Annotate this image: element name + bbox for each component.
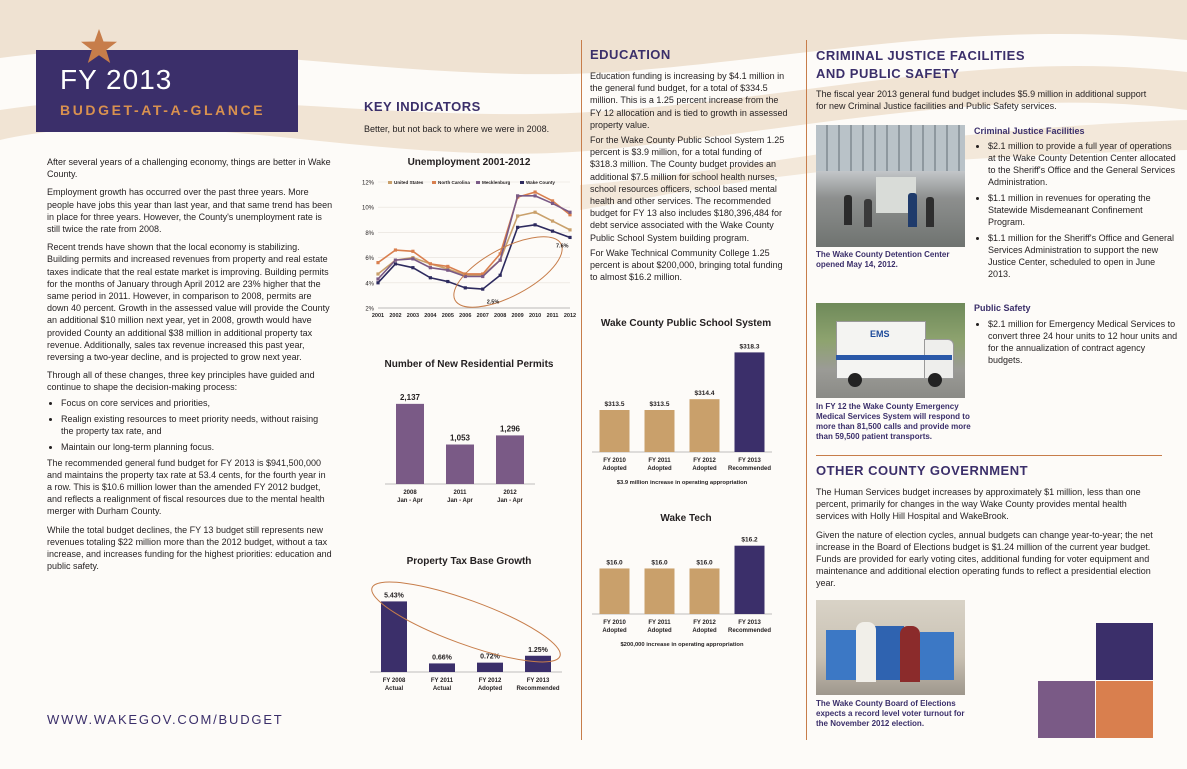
x-tick-label: 2010 [528, 313, 542, 319]
data-label: $313.5 [649, 401, 670, 408]
education-para: Education funding is increasing by $4.1 million in the general fund budget, for a total of $334.5 million. This is a 1.25 percent increase from the FY 12 allocation and is tied to growth in assessed property value. [590, 71, 788, 130]
data-point [568, 228, 571, 231]
bar [429, 663, 455, 672]
bar [645, 568, 675, 614]
category-label: Recommended [727, 466, 772, 472]
other-government-text [816, 486, 1162, 596]
category-label: FY 2013 [738, 620, 761, 626]
education-para: For the Wake County Public School System 1.25 percent is $3.9 million, for a total funding of $318.3 million. The County budget provides an additional $7.5 million for school health nurses, school resources officers, school based mental health and other services. The recommended budget for FY 13 also includes $180,396,484 for debt service associated with the Wake County Public School System building program. [590, 135, 785, 243]
x-tick-label: 2006 [459, 313, 472, 319]
other-government-heading: OTHER COUNTY GOVERNMENT [816, 463, 1029, 478]
x-tick-label: 2003 [406, 313, 420, 319]
data-label: $16.0 [651, 559, 668, 567]
ambulance-photo [816, 303, 965, 398]
education-text [590, 70, 790, 289]
data-point [533, 190, 536, 193]
annotation-label: 2.5% [486, 299, 500, 306]
waketech-chart [592, 526, 782, 654]
data-point [429, 276, 432, 279]
data-point [446, 280, 449, 283]
y-tick-label: 12% [361, 180, 374, 187]
data-point [568, 211, 571, 214]
category-label: Recommended [727, 628, 772, 634]
x-tick-label: 2005 [441, 313, 454, 319]
data-label: 0.72% [480, 653, 500, 661]
series-line [378, 192, 570, 274]
legend-swatch [520, 181, 524, 184]
bar [645, 410, 675, 452]
legend-swatch [432, 181, 436, 184]
category-label: Actual [432, 686, 452, 692]
data-point [376, 261, 379, 264]
category-label: FY 2012 [478, 678, 502, 684]
highlight-ellipse [441, 223, 572, 322]
x-tick-label: 2009 [511, 313, 524, 319]
category-label: 2008 [403, 490, 417, 496]
data-point [376, 277, 379, 280]
detention-center-caption: The Wake County Detention Center opened May 14, 2012. [816, 250, 950, 269]
wcpss-chart [592, 330, 782, 492]
x-tick-label: 2011 [546, 313, 559, 319]
bar [496, 435, 524, 484]
category-label: FY 2011 [430, 678, 454, 684]
list-item: • $2.1 million for Emergency Medical Services to convert three 24 hour units to 12 hour units and for the annualization of contract agency budgets. [988, 318, 1180, 366]
intro-column [47, 156, 333, 578]
star-icon [80, 28, 118, 66]
bar [396, 404, 424, 484]
other-para: The Human Services budget increases by approximately $1 million, less than one percent, primarily for changes in the way Wake County provides mental health services with Holly Hill Hospital and WakeBrook. [816, 487, 1141, 522]
data-label: $16.0 [606, 559, 623, 567]
wcpss-chart-title: Wake County Public School System [600, 318, 772, 329]
divider [581, 40, 582, 740]
y-tick-label: 4% [365, 281, 374, 288]
category-label: Adopted [602, 466, 627, 472]
intro-para: Employment growth has occurred over the past three years. More people have jobs this year than last year, and that same trend has been in place for three years. However, the County's unemployment rate is still twice the rate from 2008. [47, 187, 333, 235]
data-label: $16.2 [741, 536, 758, 544]
data-point [551, 202, 554, 205]
legend-swatch [476, 181, 480, 184]
data-point [429, 262, 432, 265]
data-point [551, 219, 554, 222]
bar [477, 663, 503, 672]
decor-square-purple [1096, 623, 1153, 680]
list-item: • Realign existing resources to meet priority needs, without raising the property tax rate, and [61, 413, 333, 437]
data-label: $314.4 [694, 390, 715, 398]
y-tick-label: 8% [365, 230, 374, 237]
data-label: $313.5 [604, 401, 625, 408]
bar [525, 656, 551, 672]
data-label: 1,053 [449, 433, 471, 443]
data-point [429, 266, 432, 269]
legend-label: Mecklenburg [482, 180, 511, 185]
permits-chart-title: Number of New Residential Permits [384, 359, 554, 370]
bar [600, 410, 630, 452]
data-point [411, 257, 414, 260]
category-label: Adopted [477, 686, 503, 692]
x-tick-label: 2012 [563, 313, 577, 319]
section-divider [816, 455, 1162, 456]
data-label: 1.25% [528, 646, 548, 654]
category-label: 2011 [453, 490, 467, 496]
data-label: $318.3 [739, 343, 760, 351]
education-heading: EDUCATION [590, 47, 671, 62]
data-point [568, 236, 571, 239]
category-label: FY 2011 [648, 458, 671, 464]
data-point [376, 272, 379, 275]
legend-label: United States [394, 180, 424, 185]
category-label: Jan - Apr [397, 498, 423, 504]
decor-square-orange [1096, 681, 1153, 738]
data-point [481, 288, 484, 291]
category-label: Adopted [692, 628, 717, 634]
list-item: • $1.1 million in revenues for operating the Statewide Misdemeanant Confinement Program. [988, 192, 1180, 228]
category-label: FY 2010 [603, 458, 626, 464]
data-point [516, 226, 519, 229]
x-tick-label: 2001 [371, 313, 385, 319]
title-subtitle: BUDGET-AT-A-GLANCE [60, 102, 266, 118]
category-label: Recommended [516, 686, 560, 692]
x-tick-label: 2007 [476, 313, 489, 319]
legend-label: North Carolina [438, 180, 470, 185]
category-label: Adopted [647, 628, 672, 634]
category-label: FY 2013 [526, 678, 550, 684]
education-para: For Wake Technical Community College 1.25 percent is about $200,000, bringing total funding to almost $16.2 million. [590, 247, 783, 283]
list-item: • $2.1 million to provide a full year of operations at the Wake County Detention Center allocated to the Sheriff's Office and the General Services Administration. [988, 140, 1180, 188]
divider [806, 40, 807, 740]
criminal-justice-intro: The fiscal year 2013 general fund budget includes $5.9 million in additional support for new Criminal Justice facilities and Public Safety services. [816, 89, 1147, 112]
decor-square-mauve [1038, 681, 1095, 738]
elections-photo [816, 600, 965, 695]
chart-footnote: $3.9 million increase in operating appropriation [616, 480, 748, 486]
facilities-list [974, 140, 1180, 284]
criminal-justice-heading-line2: AND PUBLIC SAFETY [816, 66, 960, 81]
data-point [551, 230, 554, 233]
data-point [533, 223, 536, 226]
data-point [516, 214, 519, 217]
taxbase-chart [370, 572, 570, 702]
data-point [411, 266, 414, 269]
y-tick-label: 2% [365, 306, 374, 313]
data-label: 5.43% [384, 592, 404, 600]
data-label: $16.0 [696, 559, 713, 567]
bar [735, 546, 765, 614]
data-point [533, 194, 536, 197]
category-label: FY 2012 [693, 458, 716, 464]
other-para: Given the nature of election cycles, annual budgets can change year-to-year; the net increase in the Board of Elections budget is $1.24 million of the current year budget. Funds are provided for early voting cites, additional funding for voter equipment and maintenance and additional election operating funds to reflect a presidential election year. [816, 529, 1153, 589]
key-indicators-subtitle: Better, but not back to where we were in 2008. [364, 124, 550, 134]
x-tick-label: 2008 [494, 313, 507, 319]
annotation-label: 7.6% [556, 243, 569, 250]
list-item: • Maintain our long-term planning focus. [61, 441, 333, 453]
list-item: • $1.1 million for the Sheriff's Office and General Services Administration to support the new Justice Center, scheduled to open in June 2013. [988, 232, 1180, 280]
data-point [376, 281, 379, 284]
category-label: Adopted [692, 466, 717, 472]
intro-para: The recommended general fund budget for FY 2013 is $941,500,000 and maintains the property tax rate at 53.4 cents, for the fourth year in a row. This is $10.6 million lower than the amended FY 2012 budget, and reflects a realignment of fiscal resources due to the mental health merger with Durham County. [47, 457, 326, 517]
bar [446, 445, 474, 484]
data-point [533, 211, 536, 214]
data-point [394, 248, 397, 251]
x-tick-label: 2002 [389, 313, 402, 319]
category-label: FY 2013 [738, 458, 761, 464]
data-label: 1,296 [499, 424, 521, 434]
unemployment-chart [348, 172, 578, 322]
criminal-justice-heading [816, 47, 1025, 83]
category-label: Adopted [602, 628, 627, 634]
category-label: FY 2011 [648, 620, 671, 626]
list-item: • Focus on core services and priorities, [61, 397, 333, 409]
y-tick-label: 6% [365, 256, 374, 263]
legend-swatch [388, 181, 392, 184]
category-label: 2012 [503, 490, 517, 496]
category-label: Jan - Apr [497, 498, 523, 504]
title-year: FY 2013 [60, 64, 173, 95]
unemployment-chart-title: Unemployment 2001-2012 [407, 157, 531, 168]
category-label: FY 2010 [603, 620, 626, 626]
intro-para: After several years of a challenging economy, things are better in Wake County. [47, 157, 331, 180]
detention-center-photo [816, 125, 965, 247]
key-indicators-heading: KEY INDICATORS [364, 99, 481, 114]
data-point [464, 286, 467, 289]
intro-para: Through all of these changes, three key principles have guided and continue to shape the decision-making process: [47, 370, 315, 393]
bar [690, 399, 720, 452]
data-point [394, 259, 397, 262]
facilities-subheading: Criminal Justice Facilities [974, 126, 1085, 136]
website-link[interactable]: WWW.WAKEGOV.COM/BUDGET [47, 712, 284, 727]
category-label: FY 2008 [382, 678, 406, 684]
category-label: FY 2012 [693, 620, 716, 626]
y-tick-label: 10% [361, 205, 374, 212]
category-label: Jan - Apr [447, 498, 473, 504]
ems-label: EMS [870, 329, 890, 339]
taxbase-chart-title: Property Tax Base Growth [406, 556, 532, 567]
ambulance-caption: In FY 12 the Wake County Emergency Medical Services System will respond to more than 81,500 calls and provide more than 59,500 patient transports. [816, 402, 971, 441]
chart-footnote: $200,000 increase in operating appropriation [620, 642, 744, 648]
x-tick-label: 2004 [424, 313, 437, 319]
bar [600, 568, 630, 614]
permits-chart [370, 376, 570, 514]
data-point [446, 265, 449, 268]
public-safety-subheading: Public Safety [974, 303, 1031, 313]
data-point [446, 269, 449, 272]
bar [690, 568, 720, 614]
data-point [481, 275, 484, 278]
data-point [499, 274, 502, 277]
data-point [411, 250, 414, 253]
bar [735, 352, 765, 452]
category-label: Adopted [647, 466, 672, 472]
intro-para: Recent trends have shown that the local economy is stabilizing. Building permits and increased revenues from property and real estate taxes indicate that the real estate market is improving. Building permits for the months of January through April 2012 are 23% higher that the same period in 2011. However, in comparison to 2008, permits are down 40 percent. Growth in the assessed value will provide the County an additional $10 million next year, yet in 2008, growth would have provided County an additional $38 million in additional property tax revenue. Additionally, sales tax revenue increased this past year, reversing a two-year decline, and is projected to grow next year. [47, 242, 330, 363]
data-point [394, 262, 397, 265]
public-safety-list [974, 318, 1180, 370]
waketech-chart-title: Wake Tech [660, 513, 712, 524]
data-point [516, 194, 519, 197]
principles-list [47, 397, 333, 453]
legend-label: Wake County [526, 180, 555, 185]
data-label: 0.66% [432, 654, 452, 662]
elections-caption: The Wake County Board of Elections expects a record level voter turnout for the November 2012 election. [816, 699, 965, 728]
title-block [36, 50, 298, 132]
data-point [499, 259, 502, 262]
category-label: Actual [384, 686, 404, 692]
data-label: 2,137 [399, 392, 421, 402]
intro-para: While the total budget declines, the FY 13 budget still represents new revenues totaling $22 million more than the 2012 budget, without a tax increase, and increases funding for the highest priorities: education and public safety. [47, 524, 332, 572]
criminal-justice-heading-line1: CRIMINAL JUSTICE FACILITIES [816, 48, 1025, 63]
